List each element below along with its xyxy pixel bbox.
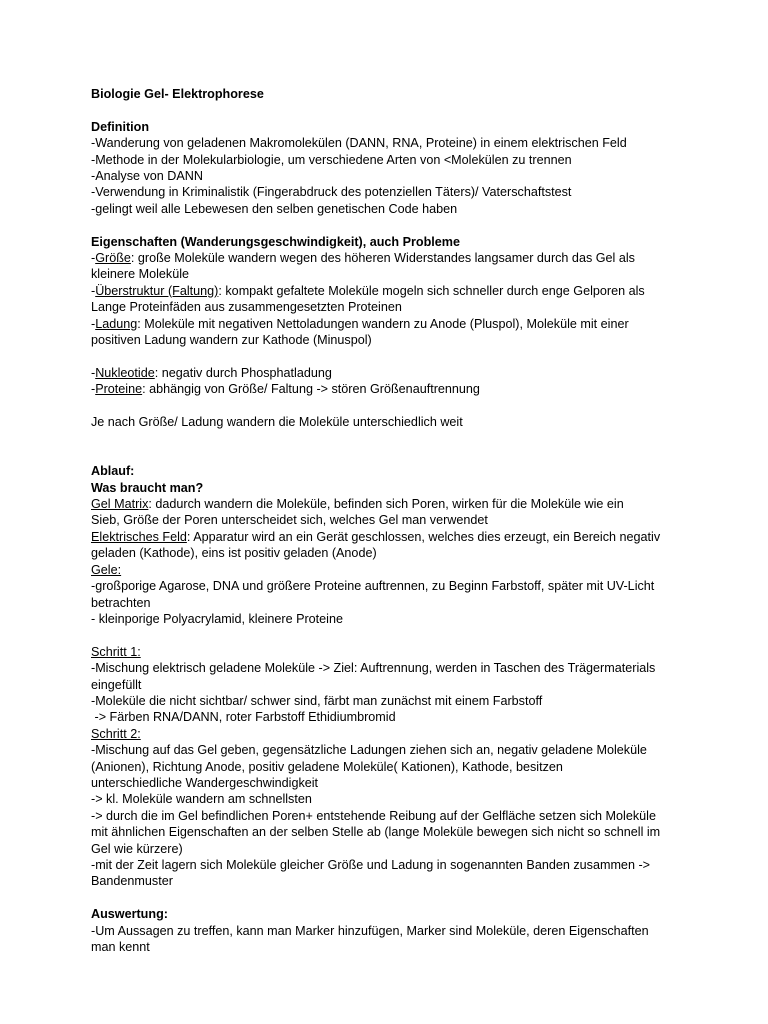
property-groesse-cont: kleinere Moleküle xyxy=(91,267,190,282)
property-groesse xyxy=(91,250,728,266)
step2-line: (Anionen), Richtung Anode, positiv geladene Moleküle( Kationen), Kathode, besitzen xyxy=(91,759,563,774)
property-term: Proteine xyxy=(95,382,143,397)
gel-matrix-text: : dadurch wandern die Moleküle, befinden sich Poren, wirken für die Moleküle wie ein xyxy=(148,497,624,512)
definition-line: -Wanderung von geladenen Makromolekülen (DANN, RNA, Proteine) in einem elektrischen Feld xyxy=(91,136,627,151)
property-text: : kompakt gefaltete Moleküle mogeln sich schneller durch enge Gelporen als xyxy=(218,283,645,298)
gel-matrix-cont: Sieb, Größe der Poren unterscheidet sich, welches Gel man verwendet xyxy=(91,513,488,528)
electric-field-cont: geladen (Kathode), eins ist positiv geladen (Anode) xyxy=(91,546,377,561)
property-term: Nukleotide xyxy=(95,365,155,380)
document-title: Biologie Gel- Elektrophorese xyxy=(91,87,264,101)
property-text: : abhängig von Größe/ Faltung -> stören Größenauftrennung xyxy=(142,382,480,397)
properties-heading: Eigenschaften (Wanderungsgeschwindigkeit), auch Probleme xyxy=(91,234,461,249)
gels-heading: Gele: xyxy=(91,562,122,577)
property-term: Überstruktur (Faltung) xyxy=(95,283,219,298)
gel-matrix-term: Gel Matrix xyxy=(91,497,149,512)
property-ueberstruktur xyxy=(91,283,728,299)
step2-line: mit ähnlichen Eigenschaften an der selben Stelle ab (lange Moleküle bewegen sich nicht so schnell im xyxy=(91,825,661,840)
electric-field-text: : Apparatur wird an ein Gerät geschlossen, welches dies erzeugt, ein Bereich negativ xyxy=(186,529,661,544)
property-ueberstruktur-cont: Lange Proteinfäden aus zusammengesetzten Proteinen xyxy=(91,300,402,315)
property-prefix: - xyxy=(91,316,96,331)
definition-line: -Analyse von DANN xyxy=(91,169,203,184)
step2-heading: Schritt 2: xyxy=(91,726,141,741)
property-prefix: - xyxy=(91,365,96,380)
property-prefix: - xyxy=(91,283,96,298)
property-prefix: - xyxy=(91,382,96,397)
procedure-heading: Ablauf: xyxy=(91,464,135,479)
step1-line: -Mischung elektrisch geladene Moleküle -> Ziel: Auftrennung, werden in Taschen des Trägermaterials xyxy=(91,661,656,676)
definition-heading: Definition xyxy=(91,119,150,134)
property-ladung xyxy=(91,316,728,332)
evaluation-line: -Um Aussagen zu treffen, kann man Marker hinzufügen, Marker sind Moleküle, deren Eigenschaften xyxy=(91,923,649,938)
electric-field-line xyxy=(91,529,728,545)
step1-line: -Moleküle die nicht sichtbar/ schwer sind, färbt man zunächst mit einem Farbstoff xyxy=(91,693,543,708)
property-text: : Moleküle mit negativen Nettoladungen wandern zu Anode (Pluspol), Moleküle mit einer xyxy=(137,316,629,331)
step2-line: -mit der Zeit lagern sich Moleküle gleicher Größe und Ladung in sogenannten Banden zusammen -> xyxy=(91,858,650,872)
gels-line: betrachten xyxy=(91,595,151,610)
property-text: : negativ durch Phosphatladung xyxy=(154,365,332,380)
step2-line: unterschiedliche Wandergeschwindigkeit xyxy=(91,775,319,790)
step1-line: -> Färben RNA/DANN, roter Farbstoff Ethidiumbromid xyxy=(91,710,396,725)
property-ladung-cont: positiven Ladung wandern zur Kathode (Minuspol) xyxy=(91,333,372,348)
step2-line: Bandenmuster xyxy=(91,874,173,889)
property-proteine xyxy=(91,381,728,397)
gels-line: -großporige Agarose, DNA und größere Proteine auftrennen, zu Beginn Farbstoff, später mit UV-Licht xyxy=(91,579,655,594)
evaluation-line: man kennt xyxy=(91,940,150,955)
gel-matrix-line xyxy=(91,496,728,512)
definition-line: -Verwendung in Kriminalistik (Fingerabdruck des potenziellen Täters)/ Vaterschaftstest xyxy=(91,185,572,200)
step2-line: -> durch die im Gel befindlichen Poren+ entstehende Reibung auf der Gelfläche setzen sich Moleküle xyxy=(91,808,656,823)
property-prefix: - xyxy=(91,251,96,266)
property-nukleotide xyxy=(91,365,728,381)
step2-line: -Mischung auf das Gel geben, gegensätzliche Ladungen ziehen sich an, negativ geladene Moleküle xyxy=(91,743,647,758)
step1-line: eingefüllt xyxy=(91,677,142,692)
electric-field-term: Elektrisches Feld xyxy=(91,529,187,544)
property-term: Größe xyxy=(95,251,131,266)
evaluation-heading: Auswertung: xyxy=(91,907,168,922)
step1-heading: Schritt 1: xyxy=(91,644,141,659)
procedure-subheading: Was braucht man? xyxy=(91,480,204,495)
property-text: : große Moleküle wandern wegen des höheren Widerstandes langsamer durch das Gel als xyxy=(130,251,635,266)
definition-line: -gelingt weil alle Lebewesen den selben genetischen Code haben xyxy=(91,201,458,216)
step2-line: Gel wie kürzere) xyxy=(91,841,183,856)
property-term: Ladung xyxy=(95,316,138,331)
step2-line: -> kl. Moleküle wandern am schnellsten xyxy=(91,792,312,807)
definition-line: -Methode in der Molekularbiologie, um verschiedene Arten von <Molekülen zu trennen xyxy=(91,152,572,167)
properties-summary: Je nach Größe/ Ladung wandern die Moleküle unterschiedlich weit xyxy=(91,415,463,430)
gels-line: - kleinporige Polyacrylamid, kleinere Proteine xyxy=(91,611,343,626)
